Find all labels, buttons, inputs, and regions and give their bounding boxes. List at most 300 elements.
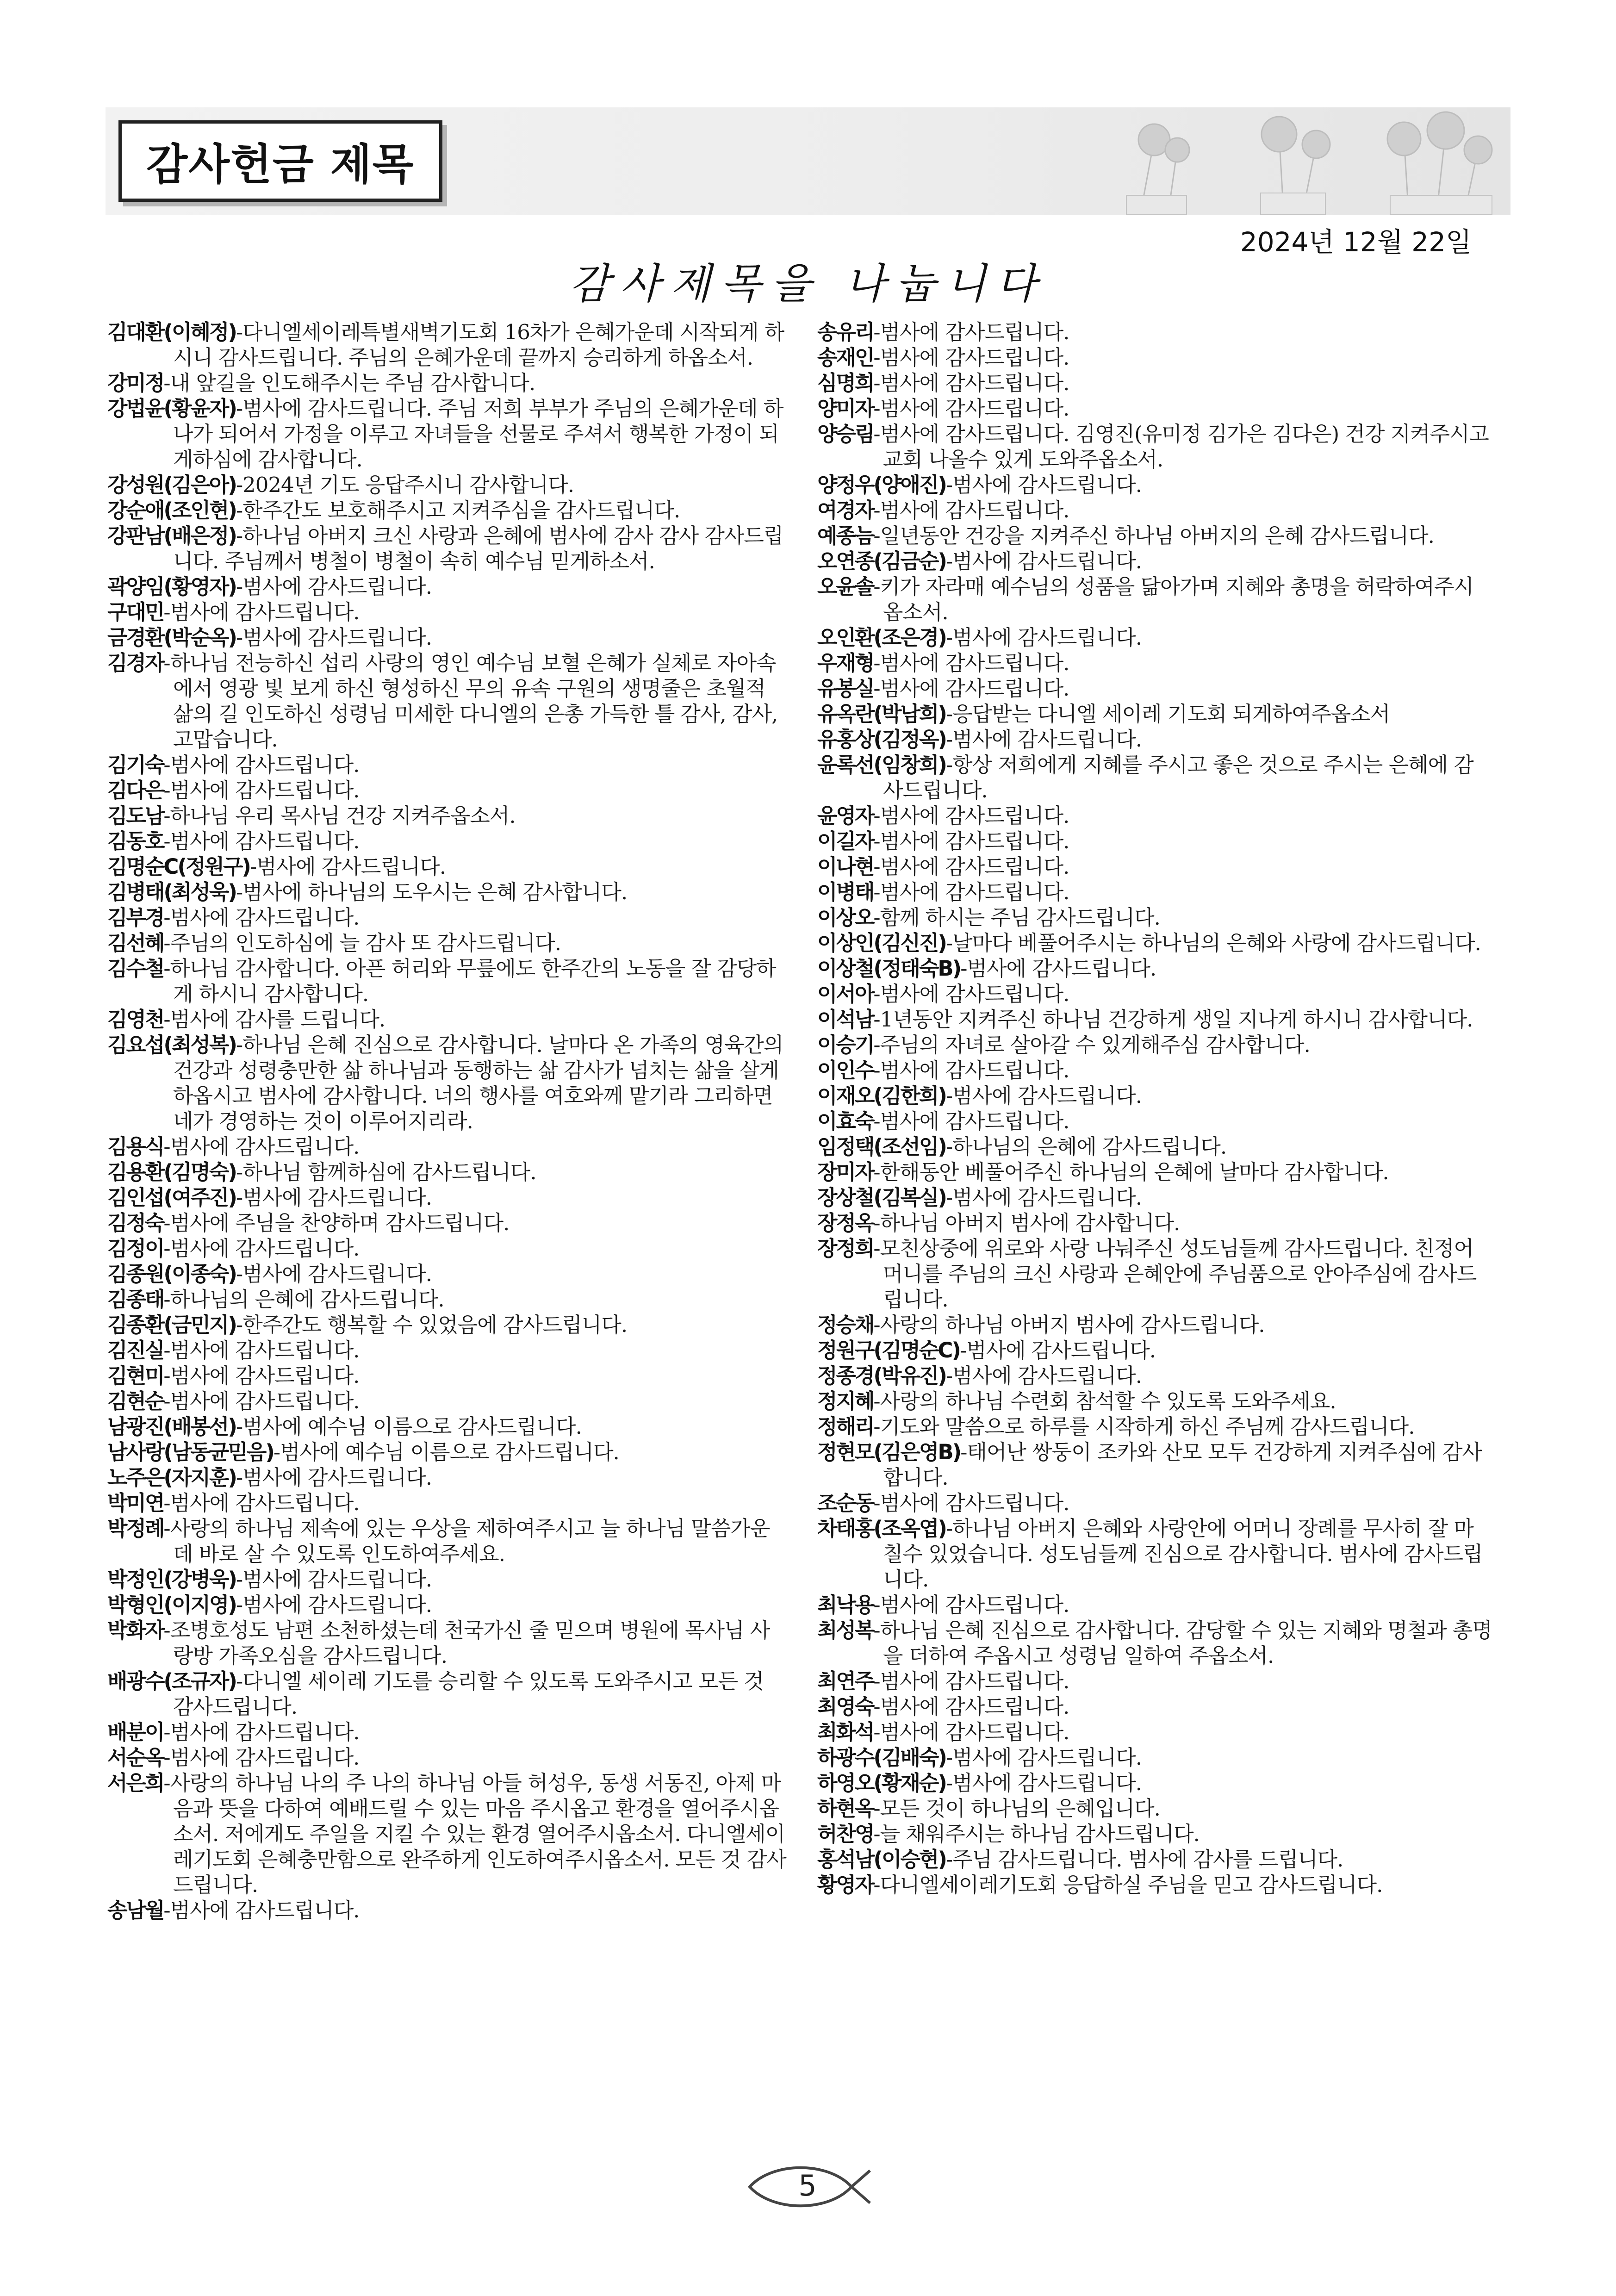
entry-name: 최낙용 bbox=[817, 1593, 874, 1617]
entry-name: 박형인(이지영) bbox=[107, 1593, 236, 1617]
list-item bbox=[817, 854, 1493, 879]
list-item bbox=[817, 676, 1493, 701]
list-item bbox=[107, 370, 788, 396]
entry-name: 강판남(배은정) bbox=[107, 523, 236, 548]
list-item bbox=[817, 1516, 1493, 1592]
entry-name: 양정우(양애진) bbox=[817, 473, 946, 497]
list-item bbox=[817, 625, 1493, 650]
list-item bbox=[817, 498, 1493, 523]
list-item bbox=[817, 1159, 1493, 1185]
entry-name: 강성원(김은아) bbox=[107, 473, 236, 497]
entry-message: -다니엘세이레특별새벽기도회 16차가 은혜가운데 시작되게 하시니 감사드립니다. 주님의 은혜가운데 끝까지 승리하게 하옵소서. bbox=[173, 320, 784, 370]
entry-message: -범사에 감사드립니다. bbox=[163, 829, 360, 853]
entry-message: -범사에 감사드립니다. bbox=[873, 854, 1069, 879]
entry-message: -다니엘세이레기도회 응답하실 주님을 믿고 감사드립니다. bbox=[873, 1873, 1383, 1897]
entry-message: -하나님 은혜 진심으로 감사합니다. 감당할 수 있는 지혜와 명철과 총명을 더하여 주옵시고 성령님 일하여 주옵소서. bbox=[873, 1618, 1492, 1668]
entry-name: 남광진(배봉선) bbox=[107, 1414, 236, 1439]
entry-message: -하나님의 은혜에 감사드립니다. bbox=[163, 1287, 444, 1312]
entry-name: 김선혜 bbox=[107, 931, 164, 955]
list-item bbox=[817, 1618, 1493, 1668]
list-item bbox=[107, 1363, 788, 1388]
entry-name: 김기숙 bbox=[107, 753, 164, 777]
entry-message: -주님의 인도하심에 늘 감사 또 감사드립니다. bbox=[163, 931, 561, 955]
list-item bbox=[107, 1032, 788, 1134]
page-title: 감사헌금 제목 bbox=[118, 120, 442, 202]
entry-name: 김용식 bbox=[107, 1134, 164, 1159]
list-item bbox=[107, 1719, 788, 1745]
entry-name: 김영천 bbox=[107, 1007, 164, 1032]
entry-name: 정승채 bbox=[817, 1313, 874, 1337]
list-item bbox=[817, 930, 1493, 956]
entry-message: -범사에 감사드립니다. bbox=[163, 1134, 360, 1159]
entry-message: -조병호성도 남편 소천하셨는데 천국가신 줄 믿으며 병원에 목사님 사랑방 가족오심을 감사드립니다. bbox=[163, 1618, 770, 1668]
list-item bbox=[817, 1745, 1493, 1770]
entry-message: -범사에 하나님의 도우시는 은혜 감사합니다. bbox=[236, 880, 628, 904]
entry-message: -태어난 쌍둥이 조카와 산모 모두 건강하게 지켜주심에 감사합니다. bbox=[883, 1440, 1482, 1490]
entry-name: 윤록선(임창희) bbox=[817, 753, 946, 777]
entry-message: -범사에 감사드립니다. bbox=[873, 651, 1069, 675]
entry-name: 유홍상(김정옥) bbox=[817, 727, 946, 752]
list-item bbox=[817, 1185, 1493, 1210]
list-item bbox=[817, 1592, 1493, 1618]
entry-message: -1년동안 지켜주신 하나님 건강하게 생일 지나게 하시니 감사합니다. bbox=[873, 1007, 1473, 1032]
entry-message: -범사에 감사드립니다. bbox=[873, 396, 1069, 421]
entry-name: 송재인 bbox=[817, 345, 874, 370]
list-item bbox=[817, 1770, 1493, 1796]
entry-name: 남사랑(남동균믿음) bbox=[107, 1440, 273, 1464]
list-item bbox=[817, 1083, 1493, 1108]
list-item bbox=[817, 319, 1493, 345]
entry-message: -날마다 베풀어주시는 하나님의 은혜와 사랑에 감사드립니다. bbox=[945, 931, 1481, 955]
entry-message: -범사에 감사드립니다. bbox=[945, 1745, 1142, 1770]
entry-name: 홍석남(이승현) bbox=[817, 1847, 946, 1872]
entry-name: 이길자 bbox=[817, 829, 874, 853]
entry-name: 김다은 bbox=[107, 778, 164, 803]
entry-message: -범사에 감사드립니다. bbox=[873, 320, 1069, 344]
list-item bbox=[817, 701, 1493, 727]
list-item bbox=[817, 1388, 1493, 1414]
entry-name: 이승기 bbox=[817, 1033, 874, 1057]
list-item bbox=[107, 472, 788, 498]
subtitle: 감사제목을 나눕니다 bbox=[569, 260, 1047, 308]
entry-name: 김정이 bbox=[107, 1236, 164, 1261]
list-item bbox=[107, 1414, 788, 1439]
list-item bbox=[817, 752, 1493, 803]
list-item bbox=[107, 1592, 788, 1618]
entry-message: -범사에 감사드립니다. bbox=[163, 1720, 360, 1744]
entry-message: -범사에 감사드립니다. bbox=[236, 1465, 432, 1490]
entry-name: 김정숙 bbox=[107, 1211, 164, 1235]
entry-name: 유옥란(박남희) bbox=[817, 702, 946, 726]
entry-message: -범사에 감사드립니다. bbox=[163, 1236, 360, 1261]
entry-message: -범사에 감사드립니다. bbox=[236, 1185, 432, 1210]
entry-name: 송남월 bbox=[107, 1898, 164, 1923]
entry-name: 이효숙 bbox=[817, 1109, 874, 1133]
list-item bbox=[107, 1898, 788, 1923]
entry-message: -범사에 감사드립니다. bbox=[873, 1058, 1069, 1083]
entry-message: -범사에 감사드립니다. bbox=[873, 829, 1069, 853]
entry-message: -범사에 감사드립니다. bbox=[236, 574, 432, 599]
entry-name: 정종경(박유진) bbox=[817, 1363, 946, 1388]
carnation-flowers-icon bbox=[1085, 107, 1501, 215]
entry-name: 허찬영 bbox=[817, 1822, 874, 1846]
date: 2024년 12월 22일 bbox=[1240, 226, 1472, 258]
list-item bbox=[107, 1668, 788, 1719]
entry-message: -하나님 은혜 진심으로 감사합니다. 날마다 온 가족의 영육간의 건강과 성령충만한 삶 하나님과 동행하는 삶 감사가 넘치는 삶을 살게 하옵시고 범사에 감사합니다. 너의 행사를 여호와께 맡기라 그리하면 네가 경영하는 것이 이루어지리라. bbox=[173, 1033, 783, 1133]
list-item bbox=[107, 1770, 788, 1898]
list-item bbox=[817, 472, 1493, 498]
list-item bbox=[817, 1236, 1493, 1312]
entry-message: -범사에 감사드립니다. 주님 저희 부부가 주님의 은혜가운데 하나가 되어서 가정을 이루고 자녀들을 선물로 주셔서 행복한 가정이 되게하심에 감사합니다. bbox=[173, 396, 783, 472]
entry-name: 이병태 bbox=[817, 880, 874, 904]
left-column bbox=[107, 319, 788, 1923]
list-item bbox=[817, 1414, 1493, 1439]
entry-name: 김종원(이종숙) bbox=[107, 1262, 236, 1286]
entry-name: 김인섭(여주진) bbox=[107, 1185, 236, 1210]
list-item bbox=[107, 1490, 788, 1516]
entry-message: -범사에 감사드립니다. bbox=[945, 549, 1142, 573]
list-item bbox=[107, 778, 788, 803]
entry-name: 강순애(조인현) bbox=[107, 498, 236, 523]
entry-message: -범사에 감사드립니다. 김영진(유미정 김가은 김다은) 건강 지켜주시고 교회 나올수 있게 도와주옵소서. bbox=[873, 422, 1489, 472]
entry-name: 정원구(김명순C) bbox=[817, 1338, 960, 1363]
list-item bbox=[107, 1618, 788, 1668]
list-item bbox=[817, 1363, 1493, 1388]
entry-name: 장미자 bbox=[817, 1160, 874, 1184]
entry-message: -범사에 감사드립니다. bbox=[945, 1771, 1142, 1795]
entry-name: 하광수(김배숙) bbox=[817, 1745, 946, 1770]
entry-message: -한주간도 보호해주시고 지켜주심을 감사드립니다. bbox=[236, 498, 680, 523]
entry-message: -범사에 감사드립니다. bbox=[873, 676, 1069, 701]
list-item bbox=[817, 1821, 1493, 1847]
list-item bbox=[107, 1185, 788, 1210]
entry-message: -한주간도 행복할 수 있었음에 감사드립니다. bbox=[236, 1313, 628, 1337]
list-item bbox=[817, 1108, 1493, 1134]
entry-message: -범사에 감사드립니다. bbox=[873, 803, 1069, 828]
entry-message: -범사에 감사드립니다. bbox=[163, 1745, 360, 1770]
list-item bbox=[817, 803, 1493, 828]
entry-name: 김진실 bbox=[107, 1338, 164, 1363]
list-item bbox=[107, 803, 788, 828]
page-number: 5 bbox=[798, 2169, 817, 2203]
entry-message: -하나님 아버지 범사에 감사합니다. bbox=[873, 1211, 1180, 1235]
entry-name: 조순동 bbox=[817, 1491, 874, 1515]
entry-name: 배분이 bbox=[107, 1720, 164, 1744]
list-item bbox=[817, 1872, 1493, 1898]
entry-name: 구대민 bbox=[107, 600, 164, 624]
list-item bbox=[817, 523, 1493, 548]
entry-message: -범사에 감사드립니다. bbox=[236, 625, 432, 650]
entry-name: 오연종(김금순) bbox=[817, 549, 946, 573]
entry-name: 하현옥 bbox=[817, 1796, 874, 1821]
entry-name: 양승림 bbox=[817, 422, 874, 446]
entry-name: 임정택(조선임) bbox=[817, 1134, 946, 1159]
list-item bbox=[107, 1134, 788, 1159]
list-item bbox=[107, 1338, 788, 1363]
entry-name: 곽양임(황영자) bbox=[107, 574, 236, 599]
entry-message: -모든 것이 하나님의 은혜입니다. bbox=[873, 1796, 1160, 1821]
entry-name: 강미정 bbox=[107, 371, 164, 395]
list-item bbox=[817, 879, 1493, 905]
entry-message: -범사에 감사드립니다. bbox=[873, 880, 1069, 904]
entry-name: 심명희 bbox=[817, 371, 874, 395]
list-item bbox=[817, 1210, 1493, 1236]
entry-message: -범사에 감사드립니다. bbox=[873, 982, 1069, 1006]
list-item bbox=[107, 1210, 788, 1236]
list-item bbox=[107, 1261, 788, 1287]
list-item bbox=[817, 1439, 1493, 1490]
entry-message: -범사에 감사드립니다. bbox=[873, 1720, 1069, 1744]
list-item bbox=[817, 421, 1493, 472]
entry-message: -일년동안 건강을 지켜주신 하나님 아버지의 은혜 감사드립니다. bbox=[873, 523, 1434, 548]
entry-name: 여경자 bbox=[817, 498, 874, 523]
entry-message: -주님의 자녀로 살아갈 수 있게해주심 감사합니다. bbox=[873, 1033, 1310, 1057]
entry-name: 양미자 bbox=[817, 396, 874, 421]
entry-message: -범사에 감사드립니다. bbox=[163, 778, 360, 803]
entry-name: 송유리 bbox=[817, 320, 874, 344]
entry-name: 배광수(조규자) bbox=[107, 1669, 236, 1693]
entry-message: -범사에 감사를 드립니다. bbox=[163, 1007, 385, 1032]
list-item bbox=[817, 1007, 1493, 1032]
entry-message: -범사에 감사드립니다. bbox=[945, 1185, 1142, 1210]
entry-name: 최연주 bbox=[817, 1669, 874, 1693]
entry-message: -하나님 아버지 은혜와 사랑안에 어머니 장례를 무사히 잘 마칠수 있었습니다. 성도님들께 진심으로 감사합니다. 범사에 감사드립니다. bbox=[883, 1516, 1483, 1592]
list-item bbox=[817, 727, 1493, 752]
entry-message: -하나님의 은혜에 감사드립니다. bbox=[945, 1134, 1227, 1159]
entry-message: -범사에 감사드립니다. bbox=[945, 1083, 1142, 1108]
entry-name: 김경자 bbox=[107, 651, 164, 675]
entry-message: -사랑의 하나님 제속에 있는 우상을 제하여주시고 늘 하나님 말씀가운데 바로 살 수 있도록 인도하여주세요. bbox=[163, 1516, 770, 1566]
entry-name: 이인수 bbox=[817, 1058, 874, 1083]
list-item bbox=[817, 956, 1493, 981]
entry-message: -범사에 감사드립니다. bbox=[959, 1338, 1156, 1363]
entry-name: 우재형 bbox=[817, 651, 874, 675]
entry-name: 김수철 bbox=[107, 956, 164, 981]
list-item bbox=[107, 956, 788, 1007]
entry-name: 금경환(박순옥) bbox=[107, 625, 236, 650]
entry-name: 오윤솔 bbox=[817, 574, 874, 599]
entry-message: -응답받는 다니엘 세이레 기도회 되게하여주옵소서 bbox=[945, 702, 1390, 726]
entry-message: -함께 하시는 주님 감사드립니다. bbox=[873, 905, 1160, 930]
entry-name: 이상오 bbox=[817, 905, 874, 930]
list-item bbox=[107, 1388, 788, 1414]
list-item bbox=[107, 854, 788, 879]
entry-message: -2024년 기도 응답주시니 감사합니다. bbox=[236, 473, 574, 497]
list-item bbox=[107, 1439, 788, 1465]
list-item bbox=[817, 345, 1493, 370]
entry-name: 예종늠 bbox=[817, 523, 874, 548]
list-item bbox=[107, 523, 788, 574]
entry-name: 최성복 bbox=[817, 1618, 874, 1643]
list-item bbox=[817, 1032, 1493, 1058]
entry-message: -범사에 감사드립니다. bbox=[163, 1491, 360, 1515]
entry-name: 정지혜 bbox=[817, 1389, 874, 1413]
entry-name: 김도남 bbox=[107, 803, 164, 828]
title-banner bbox=[106, 107, 1510, 215]
entry-name: 박정례 bbox=[107, 1516, 164, 1541]
entry-message: -범사에 감사드립니다. bbox=[163, 1363, 360, 1388]
entry-message: -범사에 감사드립니다. bbox=[873, 498, 1069, 523]
entry-name: 노주은(자지훈) bbox=[107, 1465, 236, 1490]
entry-name: 서순옥 bbox=[107, 1745, 164, 1770]
list-item bbox=[817, 396, 1493, 421]
entry-message: -하나님 전능하신 섭리 사랑의 영인 예수님 보혈 은혜가 실체로 자아속에서 영광 빛 보게 하신 형성하신 무의 유속 구원의 생명줄은 초월적 삶의 길 인도하신 성령님 미세한 다니엘의 은총 가득한 틀 감사, 감사, 고맙습니다. bbox=[163, 651, 778, 752]
list-item bbox=[817, 548, 1493, 574]
entry-message: -주님 감사드립니다. 범사에 감사를 드립니다. bbox=[945, 1847, 1343, 1872]
list-item bbox=[817, 1847, 1493, 1872]
entry-message: -범사에 감사드립니다. bbox=[873, 345, 1069, 370]
entry-message: -범사에 감사드립니다. bbox=[236, 1567, 432, 1592]
list-item bbox=[107, 319, 788, 370]
entry-message: -키가 자라매 예수님의 성품을 닮아가며 지혜와 총명을 허락하여주시옵소서. bbox=[873, 574, 1473, 624]
list-item bbox=[107, 650, 788, 752]
entry-name: 황영자 bbox=[817, 1873, 874, 1897]
list-item bbox=[817, 574, 1493, 625]
entry-message: -범사에 감사드립니다. bbox=[945, 727, 1142, 752]
entry-name: 이나현 bbox=[817, 854, 874, 879]
list-item bbox=[817, 1796, 1493, 1821]
list-item bbox=[107, 879, 788, 905]
entry-name: 이재오(김한희) bbox=[817, 1083, 946, 1108]
entry-name: 김현순 bbox=[107, 1389, 164, 1413]
list-item bbox=[107, 599, 788, 625]
list-item bbox=[107, 1312, 788, 1338]
entry-message: -범사에 감사드립니다. bbox=[163, 600, 360, 624]
entry-name: 최영숙 bbox=[817, 1694, 874, 1719]
list-item bbox=[107, 574, 788, 599]
entry-message: -범사에 감사드립니다. bbox=[945, 473, 1142, 497]
list-item bbox=[107, 1007, 788, 1032]
entry-name: 장상철(김복실) bbox=[817, 1185, 946, 1210]
list-item bbox=[817, 1312, 1493, 1338]
entry-message: -모친상중에 위로와 사랑 나눠주신 성도님들께 감사드립니다. 친정어머니를 주님의 크신 사랑과 은혜안에 주님품으로 안아주심에 감사드립니다. bbox=[873, 1236, 1477, 1312]
entry-message: -범사에 감사드립니다. bbox=[236, 1593, 432, 1617]
list-item bbox=[817, 1490, 1493, 1516]
entry-name: 유봉실 bbox=[817, 676, 874, 701]
entry-message: -다니엘 세이레 기도를 승리할 수 있도록 도와주시고 모든 것 감사드립니다. bbox=[173, 1669, 764, 1719]
entry-name: 윤영자 bbox=[817, 803, 874, 828]
entry-message: -범사에 예수님 이름으로 감사드립니다. bbox=[273, 1440, 619, 1464]
list-item bbox=[817, 1058, 1493, 1083]
list-item bbox=[817, 1134, 1493, 1159]
entry-name: 박정인(강병욱) bbox=[107, 1567, 236, 1592]
entry-message: -범사에 감사드립니다. bbox=[249, 854, 446, 879]
list-item bbox=[817, 1719, 1493, 1745]
list-item bbox=[817, 905, 1493, 930]
entry-message: -범사에 감사드립니다. bbox=[163, 753, 360, 777]
entry-message: -범사에 감사드립니다. bbox=[873, 1694, 1069, 1719]
entry-name: 오인환(조은경) bbox=[817, 625, 946, 650]
entry-message: -범사에 감사드립니다. bbox=[873, 371, 1069, 395]
entry-message: -한해동안 베풀어주신 하나님의 은혜에 날마다 감사합니다. bbox=[873, 1160, 1389, 1184]
entry-name: 강법윤(황윤자) bbox=[107, 396, 236, 421]
entry-name: 김대환(이혜정) bbox=[107, 320, 236, 344]
entry-name: 김동호 bbox=[107, 829, 164, 853]
entry-name: 이상철(정태숙B) bbox=[817, 956, 961, 981]
entry-name: 김요섭(최성복) bbox=[107, 1033, 236, 1057]
entry-message: -항상 저희에게 지혜를 주시고 좋은 것으로 주시는 은혜에 감사드립니다. bbox=[883, 753, 1473, 803]
entry-message: -하나님 우리 목사님 건강 지켜주옵소서. bbox=[163, 803, 516, 828]
list-item bbox=[107, 625, 788, 650]
right-column bbox=[817, 319, 1493, 1898]
entry-message: -범사에 감사드립니다. bbox=[163, 1389, 360, 1413]
entry-name: 박미연 bbox=[107, 1491, 164, 1515]
list-item bbox=[107, 1516, 788, 1567]
list-item bbox=[817, 1338, 1493, 1363]
entry-name: 김명순C(정원구) bbox=[107, 854, 250, 879]
list-item bbox=[107, 1465, 788, 1490]
entry-name: 이석남 bbox=[817, 1007, 874, 1032]
entry-message: -사랑의 하나님 아버지 범사에 감사드립니다. bbox=[873, 1313, 1265, 1337]
list-item bbox=[107, 905, 788, 930]
entry-name: 김종태 bbox=[107, 1287, 164, 1312]
entry-message: -범사에 감사드립니다. bbox=[873, 1669, 1069, 1693]
list-item bbox=[817, 828, 1493, 854]
entry-message: -내 앞길을 인도해주시는 주님 감사합니다. bbox=[163, 371, 535, 395]
entry-name: 박화자 bbox=[107, 1618, 164, 1643]
entry-name: 차태홍(조옥엽) bbox=[817, 1516, 946, 1541]
list-item bbox=[107, 930, 788, 956]
entry-message: -범사에 감사드립니다. bbox=[163, 1898, 360, 1923]
list-item bbox=[107, 1567, 788, 1592]
list-item bbox=[107, 498, 788, 523]
list-item bbox=[107, 752, 788, 778]
entry-message: -범사에 감사드립니다. bbox=[163, 1338, 360, 1363]
entry-message: -사랑의 하나님 수련회 참석할 수 있도록 도와주세요. bbox=[873, 1389, 1336, 1413]
entry-name: 김병태(최성욱) bbox=[107, 880, 236, 904]
entry-message: -기도와 말씀으로 하루를 시작하게 하신 주님께 감사드립니다. bbox=[873, 1414, 1415, 1439]
entry-message: -범사에 감사드립니다. bbox=[873, 1109, 1069, 1133]
list-item bbox=[107, 396, 788, 472]
entry-name: 정해리 bbox=[817, 1414, 874, 1439]
entry-message: -범사에 감사드립니다. bbox=[873, 1491, 1069, 1515]
entry-name: 하영오(황재순) bbox=[817, 1771, 946, 1795]
list-item bbox=[817, 650, 1493, 676]
entry-name: 이서아 bbox=[817, 982, 874, 1006]
entry-name: 김부경 bbox=[107, 905, 164, 930]
entry-message: -범사에 주님을 찬양하며 감사드립니다. bbox=[163, 1211, 510, 1235]
entry-name: 이상인(김신진) bbox=[817, 931, 946, 955]
list-item bbox=[107, 1287, 788, 1312]
entry-message: -범사에 감사드립니다. bbox=[960, 956, 1156, 981]
list-item bbox=[107, 828, 788, 854]
entry-message: -범사에 예수님 이름으로 감사드립니다. bbox=[236, 1414, 582, 1439]
list-item bbox=[107, 1236, 788, 1261]
entry-name: 장정희 bbox=[817, 1236, 874, 1261]
entry-name: 장정옥 bbox=[817, 1211, 874, 1235]
entry-name: 최화석 bbox=[817, 1720, 874, 1744]
entry-message: -하나님 함께하심에 감사드립니다. bbox=[236, 1160, 536, 1184]
page-number-badge bbox=[740, 2157, 875, 2217]
entry-message: -범사에 감사드립니다. bbox=[873, 1593, 1069, 1617]
entry-name: 김용환(김명숙) bbox=[107, 1160, 236, 1184]
list-item bbox=[817, 1668, 1493, 1694]
entry-message: -범사에 감사드립니다. bbox=[945, 625, 1142, 650]
entry-message: -하나님 감사합니다. 아픈 허리와 무릎에도 한주간의 노동을 잘 감당하게 하시니 감사합니다. bbox=[163, 956, 776, 1006]
entry-message: -하나님 아버지 크신 사랑과 은혜에 범사에 감사 감사 감사드립니다. 주님께서 병철이 병철이 속히 예수님 믿게하소서. bbox=[173, 523, 783, 573]
entry-message: -범사에 감사드립니다. bbox=[163, 905, 360, 930]
list-item bbox=[817, 370, 1493, 396]
list-item bbox=[817, 981, 1493, 1007]
entry-name: 서은희 bbox=[107, 1771, 164, 1795]
entry-name: 김현미 bbox=[107, 1363, 164, 1388]
entry-message: -범사에 감사드립니다. bbox=[236, 1262, 432, 1286]
list-item bbox=[107, 1159, 788, 1185]
entry-name: 김종환(금민지) bbox=[107, 1313, 236, 1337]
entry-message: -범사에 감사드립니다. bbox=[945, 1363, 1142, 1388]
list-item bbox=[107, 1745, 788, 1770]
entry-message: -늘 채워주시는 하나님 감사드립니다. bbox=[873, 1822, 1200, 1846]
